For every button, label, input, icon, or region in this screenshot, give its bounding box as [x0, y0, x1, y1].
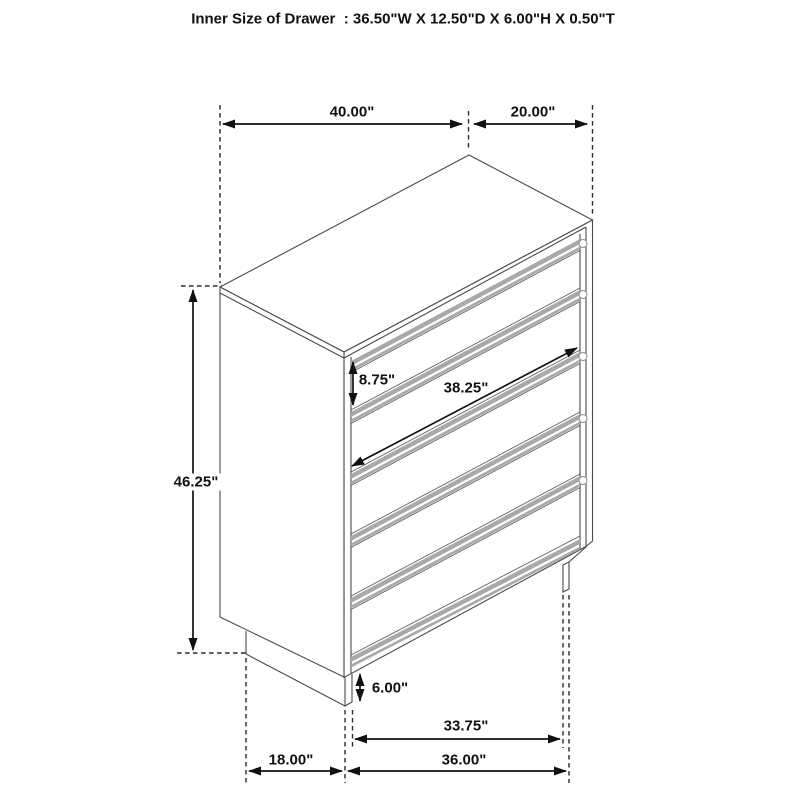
- chest-cabinet: [220, 155, 593, 706]
- dim-label-overall-height: 46.25": [171, 474, 222, 491]
- dim-label-top-drawer-height: 8.75": [358, 371, 396, 389]
- dim-label-front-legs-inner-span: 33.75": [443, 717, 489, 735]
- dim-label-top-width: 40.00": [329, 103, 375, 121]
- front-left-leg: [345, 674, 352, 706]
- dim-label-side-base-depth: 18.00": [268, 751, 314, 769]
- dim-label-drawer-front-width: 38.25": [443, 379, 489, 397]
- dim-label-top-depth: 20.00": [510, 103, 556, 121]
- dim-label-leg-height: 6.00": [371, 679, 409, 697]
- dim-label-front-base-width: 36.00": [441, 751, 487, 769]
- front-right-leg: [563, 562, 569, 592]
- page-title: Inner Size of Drawer : 36.50"W X 12.50"D X 6.00"H X 0.50"T: [191, 10, 615, 28]
- left-face: [220, 287, 344, 677]
